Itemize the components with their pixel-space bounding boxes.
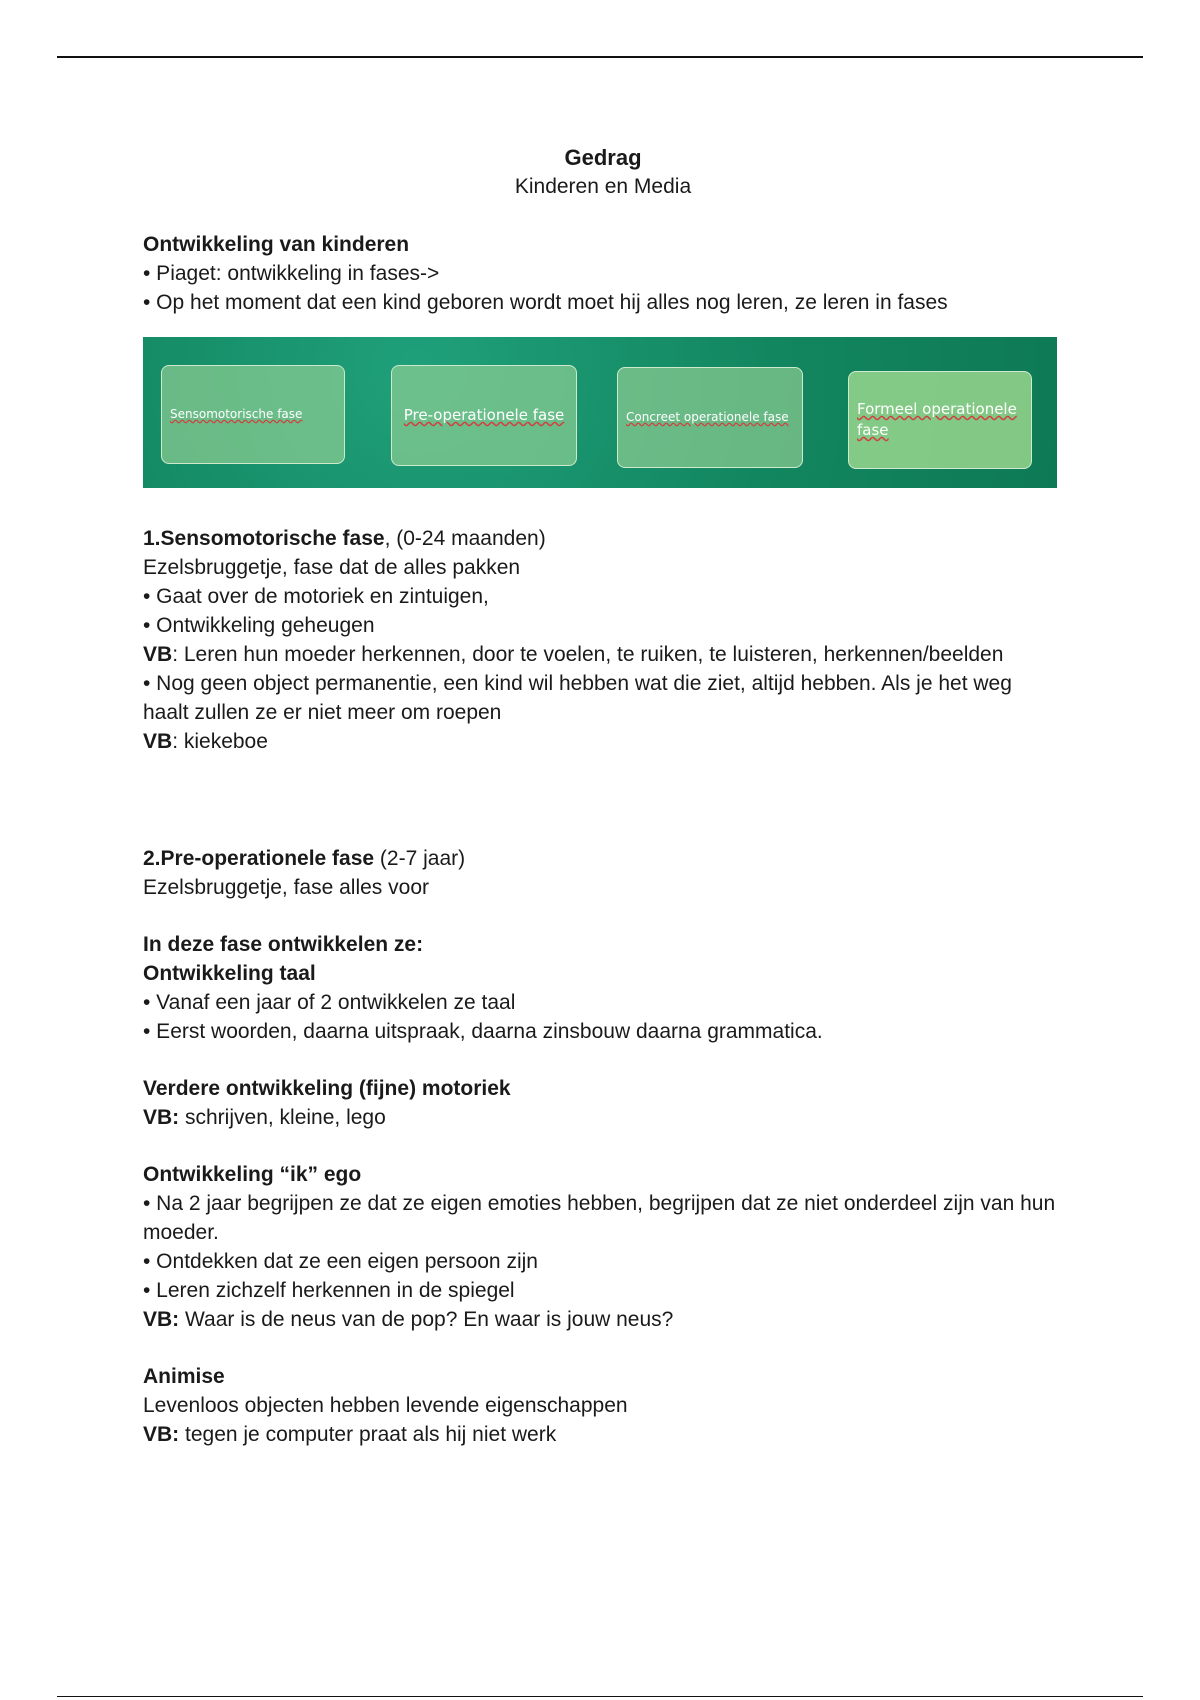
phase-box-concreet-operationeel: Concreet operationele fase — [617, 367, 803, 468]
top-rule — [57, 56, 1143, 58]
section-2-age-range: (2-7 jaar) — [374, 847, 466, 870]
example-label: VB: — [143, 1106, 180, 1129]
section-2-mnemonic: Ezelsbruggetje, fase alles voor — [143, 876, 429, 899]
page-content — [143, 143, 1063, 1449]
section-1-heading: 1.Sensomotorische fase — [143, 527, 385, 550]
section-2-heading: 2.Pre-operationele fase — [143, 847, 375, 870]
ego-heading: Ontwikkeling “ik” ego — [143, 1163, 362, 1186]
phase-box-sensomotorisch: Sensomotorische fase — [161, 365, 345, 464]
ego-bullet: • Leren zichzelf herkennen in de spiegel — [143, 1279, 515, 1302]
example-label: VB: — [143, 1423, 180, 1446]
example-text: schrijven, kleine, lego — [179, 1106, 386, 1129]
ego-bullet: • Ontdekken dat ze een eigen persoon zijn — [143, 1250, 538, 1273]
section-1-age-range: , (0-24 maanden) — [384, 527, 546, 550]
example-label: VB — [143, 730, 173, 753]
language-bullet: • Eerst woorden, daarna uitspraak, daarna zinsbouw daarna grammatica. — [143, 1020, 823, 1043]
section-1-bullet: • Ontwikkeling geheugen — [143, 614, 375, 637]
section-1-heading-line — [143, 524, 1063, 553]
section-1-example — [143, 640, 1063, 669]
example-text: Waar is de neus van de pop? En waar is jouw neus? — [179, 1308, 674, 1331]
animism-heading: Animise — [143, 1365, 225, 1388]
animism-example — [143, 1420, 1063, 1449]
section-1-example — [143, 727, 1063, 756]
ego-bullet: • Na 2 jaar begrijpen ze dat ze eigen emoties hebben, begrijpen dat ze niet onderdeel zijn van hun moeder. — [143, 1192, 1056, 1244]
example-label: VB — [143, 643, 173, 666]
intro-bullet: • Piaget: ontwikkeling in fases-> — [143, 262, 440, 285]
ego-example — [143, 1305, 1063, 1334]
document-subtitle: Kinderen en Media — [514, 175, 692, 198]
language-bullet: • Vanaf een jaar of 2 ontwikkelen ze taal — [143, 991, 516, 1014]
develop-heading: In deze fase ontwikkelen ze: — [143, 933, 424, 956]
section-1-mnemonic: Ezelsbruggetje, fase dat de alles pakken — [143, 556, 521, 579]
animism-text: Levenloos objecten hebben levende eigenschappen — [143, 1394, 628, 1417]
phase-box-pre-operationeel: Pre-operationele fase — [391, 365, 577, 466]
motor-heading: Verdere ontwikkeling (fijne) motoriek — [143, 1077, 511, 1100]
section-2-heading-line — [143, 844, 1063, 873]
intro-bullet: • Op het moment dat een kind geboren wordt moet hij alles nog leren, ze leren in fases — [143, 291, 948, 314]
section-1-bullet: • Gaat over de motoriek en zintuigen, — [143, 585, 489, 608]
piaget-phases-diagram — [143, 337, 1057, 488]
phase-box-formeel-operationeel: Formeel operationele fase — [848, 371, 1032, 469]
example-text: : Leren hun moeder herkennen, door te voelen, te ruiken, te luisteren, herkennen/beelden — [172, 643, 1004, 666]
motor-example — [143, 1103, 1063, 1132]
example-text: tegen je computer praat als hij niet werk — [179, 1423, 557, 1446]
intro-heading: Ontwikkeling van kinderen — [143, 233, 410, 256]
example-label: VB: — [143, 1308, 180, 1331]
document-title: Gedrag — [564, 145, 642, 170]
section-1-bullet: • Nog geen object permanentie, een kind wil hebben wat die ziet, altijd hebben. Als je het weg haalt zullen ze er niet meer om roepen — [143, 672, 1012, 724]
language-heading: Ontwikkeling taal — [143, 962, 316, 985]
bottom-rule — [57, 1696, 1143, 1697]
example-text: : kiekeboe — [172, 730, 268, 753]
